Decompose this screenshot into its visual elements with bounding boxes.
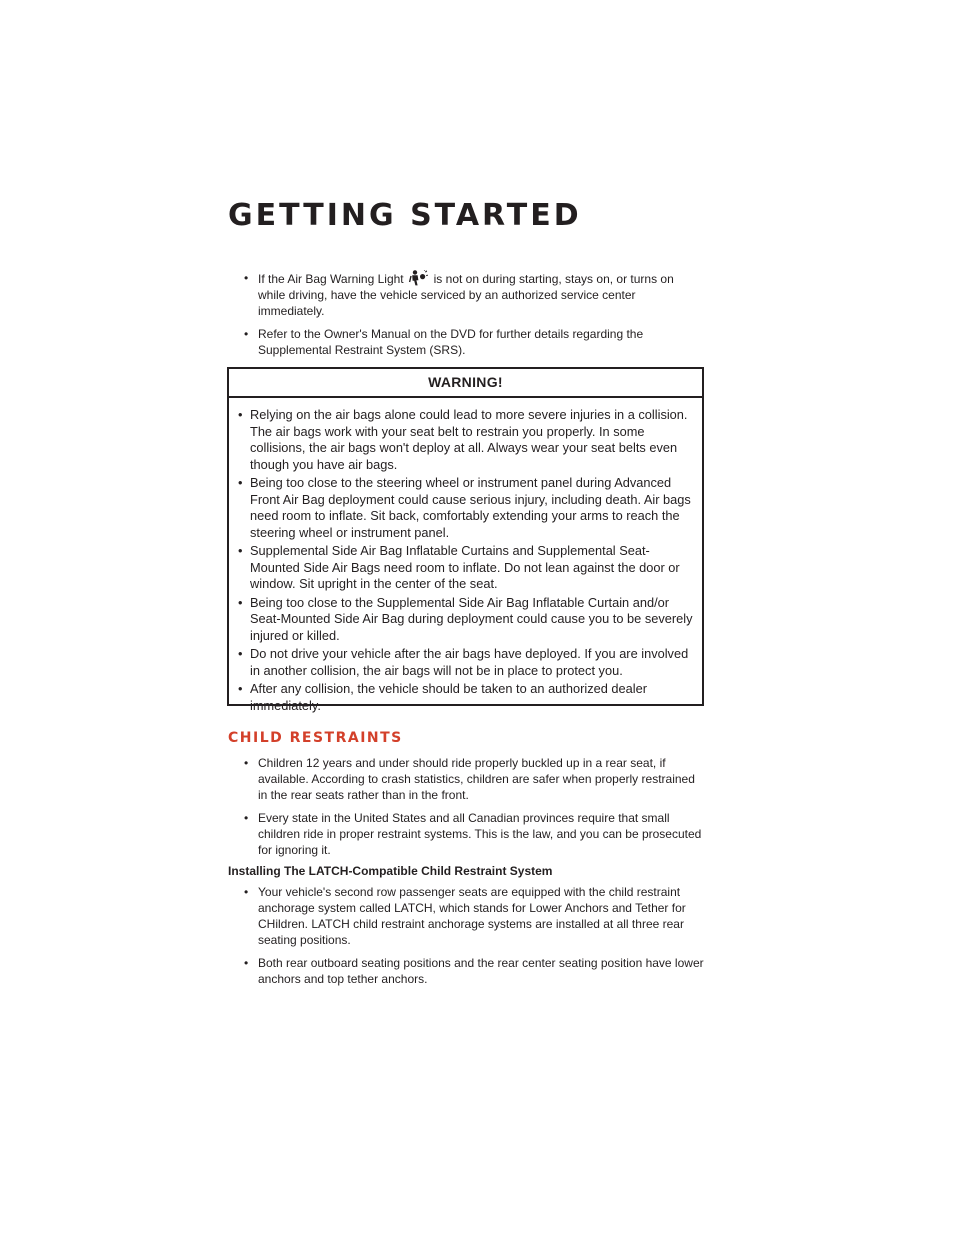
list-item: • Both rear outboard seating positions and the rear center seating position have lower anchors and top tether anchors.: [244, 955, 706, 987]
child-restraints-list: [244, 755, 706, 865]
intro-text-before-icon: If the Air Bag Warning Light: [258, 272, 404, 286]
list-item: • Being too close to the steering wheel or instrument panel during Advanced Front Air Bag deployment could cause serious injury, including death. Air bags need room to inflate. Sit back, comfortably extending your arms to reach the steering wheel or instrument panel.: [238, 475, 696, 541]
latch-heading: Installing The LATCH-Compatible Child Restraint System: [228, 864, 553, 878]
list-item: • Relying on the air bags alone could lead to more severe injuries in a collision. The air bags work with your seat belt to restrain you properly. In some collisions, the air bags won't deploy at all. Always wear your seat belts even though you have air bags.: [238, 407, 696, 473]
list-item: • After any collision, the vehicle should be taken to an authorized dealer immediately.: [238, 681, 696, 714]
list-item: • Supplemental Side Air Bag Inflatable Curtains and Supplemental Seat-Mounted Side Air Bags need room to inflate. Do not lean against the door or window. Sit upright in the center of the seat.: [238, 543, 696, 593]
list-item: • Refer to the Owner's Manual on the DVD for further details regarding the Supplemental Restraint System (SRS).: [244, 326, 694, 358]
intro-text-after-icon: is not on during starting, stays on, or turns on while driving, have the vehicle serviced by an authorized service center immediately.: [258, 272, 674, 318]
warning-box: [227, 367, 704, 713]
list-item: • Do not drive your vehicle after the air bags have deployed. If you are involved in another collision, the air bags will not be in place to protect you.: [238, 646, 696, 679]
latch-list: [244, 884, 706, 994]
list-item: • Every state in the United States and all Canadian provinces require that small children ride in proper restraint systems. This is the law, and you can be prosecuted for ignoring it.: [244, 810, 706, 858]
list-item: [244, 270, 694, 319]
intro-list: [244, 270, 694, 365]
warning-title: WARNING!: [229, 369, 702, 398]
list-item: • Being too close to the Supplemental Side Air Bag Inflatable Curtain and/or Seat-Mounted Side Air Bag during deployment could cause you to be severely injured or killed.: [238, 595, 696, 645]
list-item: • Children 12 years and under should ride properly buckled up in a rear seat, if available. According to crash statistics, children are safer when properly restrained in the rear seats rather than in the front.: [244, 755, 706, 803]
list-item: • Your vehicle's second row passenger seats are equipped with the child restraint anchorage system called LATCH, which stands for Lower Anchors and Tether for CHildren. LATCH child restraint anchorage systems are installed at all three rear seating positions.: [244, 884, 706, 948]
section-title: GETTING STARTED: [228, 198, 582, 233]
warning-list: [229, 398, 702, 714]
airbag-warning-icon: [408, 270, 428, 286]
child-restraints-title: CHILD RESTRAINTS: [228, 730, 403, 746]
